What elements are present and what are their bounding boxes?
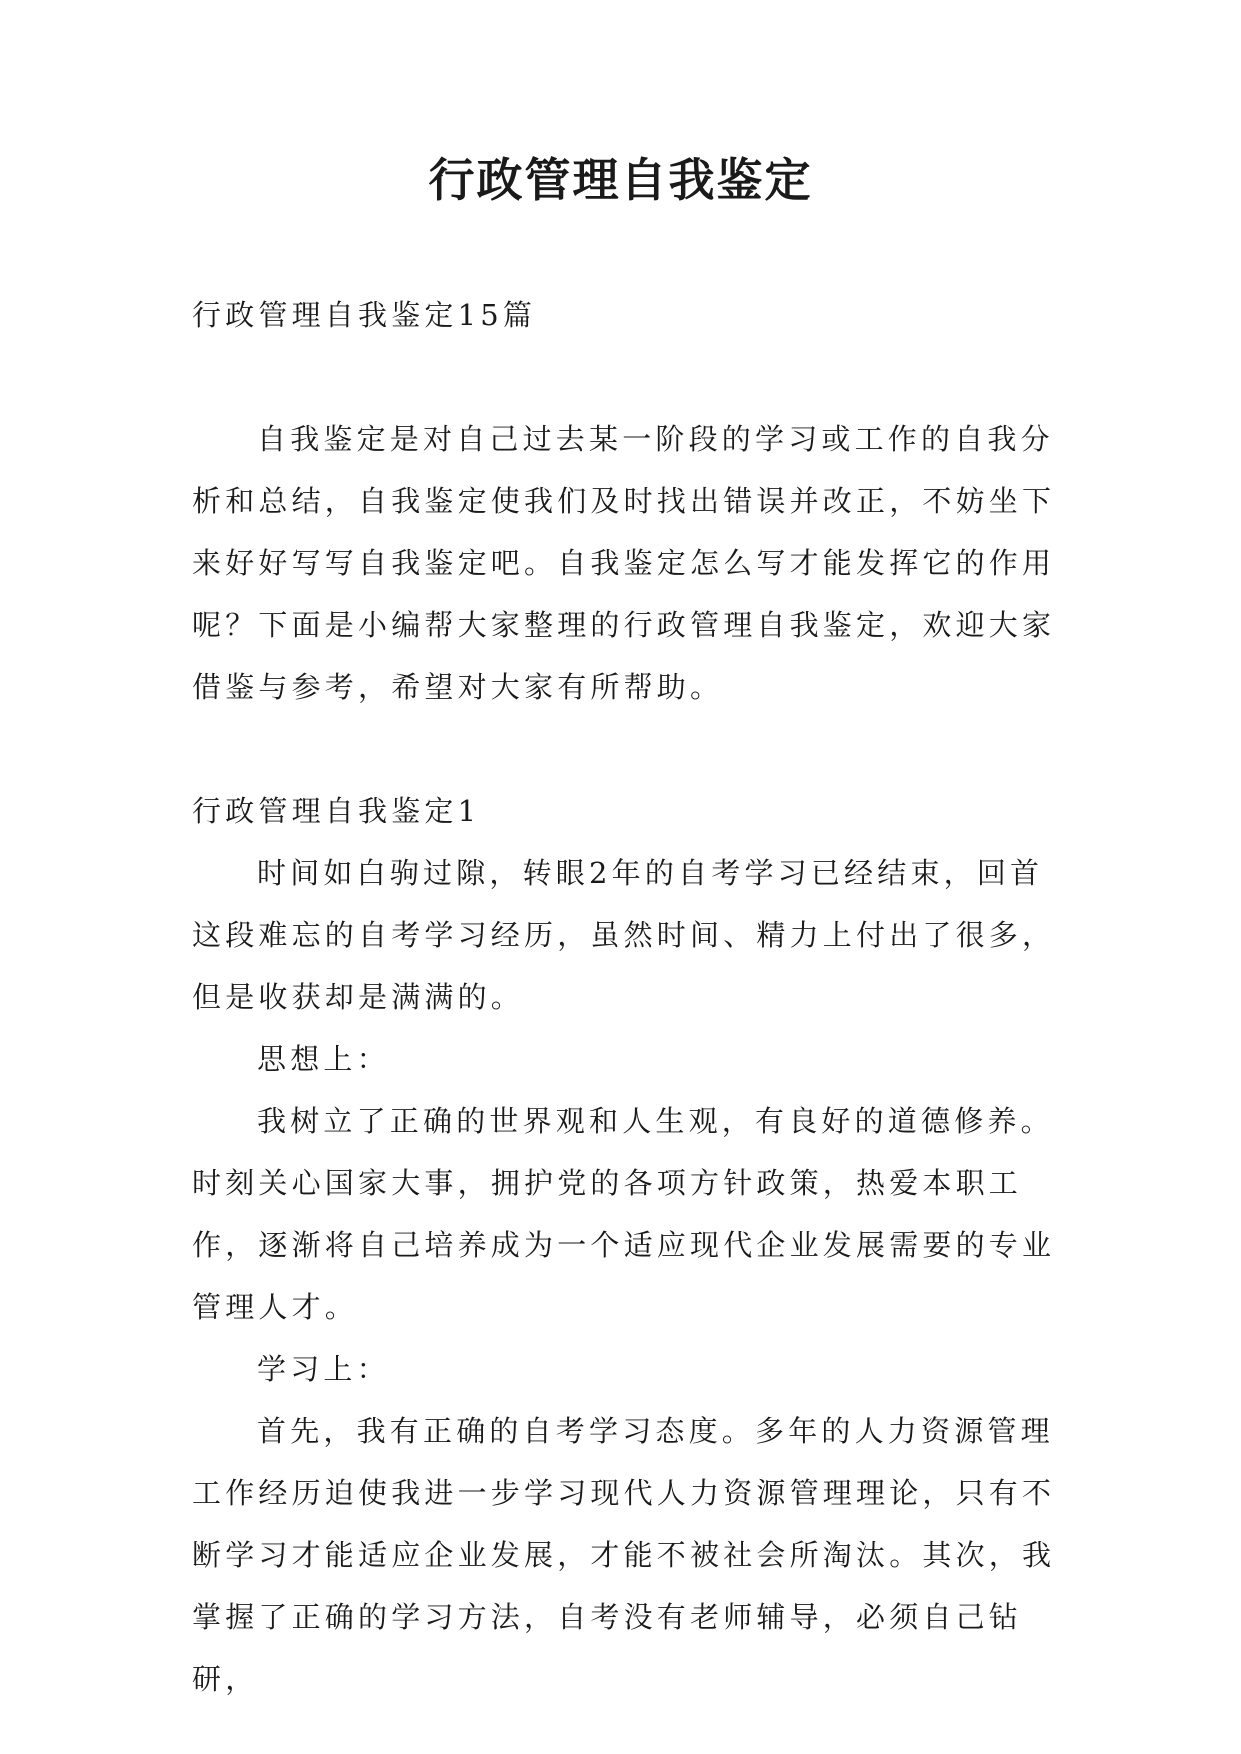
body-paragraph: 我树立了正确的世界观和人生观，有良好的道德修养。时刻关心国家大事，拥护党的各项方针政策，热爱本职工作，逐渐将自己培养成为一个适应现代企业发展需要的专业管理人才。	[192, 1104, 1056, 1324]
section-heading: 行政管理自我鉴定1	[192, 794, 481, 828]
document-title: 行政管理自我鉴定	[428, 153, 813, 207]
body-paragraph: 首先，我有正确的自考学习态度。多年的人力资源管理工作经历迫使我进一步学习现代人力资源管理理论，只有不断学习才能适应企业发展，才能不被社会所淘汰。其次，我掌握了正确的学习方法，自考没有老师辅导，必须自己钻研，	[192, 1414, 1056, 1696]
subheading-study: 学习上：	[257, 1352, 390, 1386]
body-paragraph: 时间如白驹过隙，转眼2年的自考学习已经结束，回首这段难忘的自考学习经历，虽然时间、精力上付出了很多，但是收获却是满满的。	[192, 856, 1056, 1014]
intro-paragraph: 自我鉴定是对自己过去某一阶段的学习或工作的自我分析和总结，自我鉴定使我们及时找出错误并改正，不妨坐下来好好写写自我鉴定吧。自我鉴定怎么写才能发挥它的作用呢？下面是小编帮大家整理的行政管理自我鉴定，欢迎大家借鉴与参考，希望对大家有所帮助。	[192, 422, 1056, 704]
document-subtitle: 行政管理自我鉴定15篇	[192, 298, 537, 332]
document-body	[192, 284, 1062, 1710]
subheading-thought: 思想上：	[257, 1042, 390, 1076]
